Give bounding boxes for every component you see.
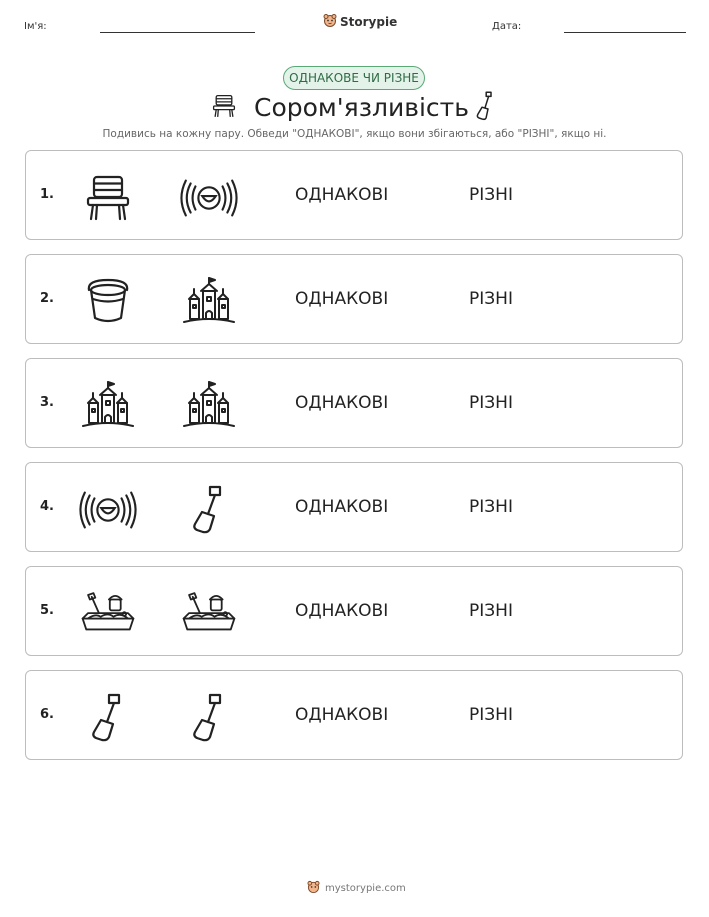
shovel-icon xyxy=(180,485,238,535)
page-title: Сором'язливість xyxy=(254,93,469,122)
name-label: Ім'я: xyxy=(24,21,47,32)
storypie-mascot-icon xyxy=(307,880,320,896)
name-line[interactable] xyxy=(100,32,255,33)
option-different[interactable]: РІЗНІ xyxy=(469,497,513,517)
question-number: 6. xyxy=(40,707,54,722)
option-different[interactable]: РІЗНІ xyxy=(469,393,513,413)
brand-name: Storypie xyxy=(340,14,398,29)
question-row xyxy=(25,150,683,240)
shovel-icon xyxy=(180,693,238,743)
question-number: 2. xyxy=(40,291,54,306)
bucket-icon xyxy=(79,277,137,327)
question-row xyxy=(25,254,683,344)
footer-url: mystorypie.com xyxy=(325,882,406,894)
sandcastle-icon xyxy=(79,381,137,431)
question-row xyxy=(25,462,683,552)
option-same[interactable]: ОДНАКОВІ xyxy=(295,393,389,413)
shy-face-icon xyxy=(180,173,238,223)
shy-face-icon xyxy=(79,485,137,535)
sandbox-icon xyxy=(180,589,238,639)
option-same[interactable]: ОДНАКОВІ xyxy=(295,601,389,621)
bench-icon xyxy=(79,173,137,223)
option-same[interactable]: ОДНАКОВІ xyxy=(295,497,389,517)
shovel-icon xyxy=(79,693,137,743)
option-same[interactable]: ОДНАКОВІ xyxy=(295,705,389,725)
question-row xyxy=(25,566,683,656)
instructions: Подивись на кожну пару. Обведи "ОДНАКОВІ", якщо вони збігаються, або "РІЗНІ", якщо ні. xyxy=(102,128,607,140)
question-number: 4. xyxy=(40,499,54,514)
date-label: Дата: xyxy=(492,21,522,32)
option-different[interactable]: РІЗНІ xyxy=(469,705,513,725)
worksheet-type-badge: ОДНАКОВЕ ЧИ РІЗНЕ xyxy=(283,66,425,90)
option-same[interactable]: ОДНАКОВІ xyxy=(295,289,389,309)
question-number: 3. xyxy=(40,395,54,410)
option-different[interactable]: РІЗНІ xyxy=(469,289,513,309)
question-row xyxy=(25,670,683,760)
question-row xyxy=(25,358,683,448)
date-line[interactable] xyxy=(564,32,686,33)
option-different[interactable]: РІЗНІ xyxy=(469,185,513,205)
storypie-mascot-icon xyxy=(323,13,337,30)
option-different[interactable]: РІЗНІ xyxy=(469,601,513,621)
question-number: 1. xyxy=(40,187,54,202)
sandcastle-icon xyxy=(180,381,238,431)
brand-logo xyxy=(323,13,397,30)
shovel-icon xyxy=(476,90,494,122)
bench-icon xyxy=(210,93,238,119)
sandcastle-icon xyxy=(180,277,238,327)
option-same[interactable]: ОДНАКОВІ xyxy=(295,185,389,205)
footer xyxy=(307,880,406,896)
question-number: 5. xyxy=(40,603,54,618)
sandbox-icon xyxy=(79,589,137,639)
